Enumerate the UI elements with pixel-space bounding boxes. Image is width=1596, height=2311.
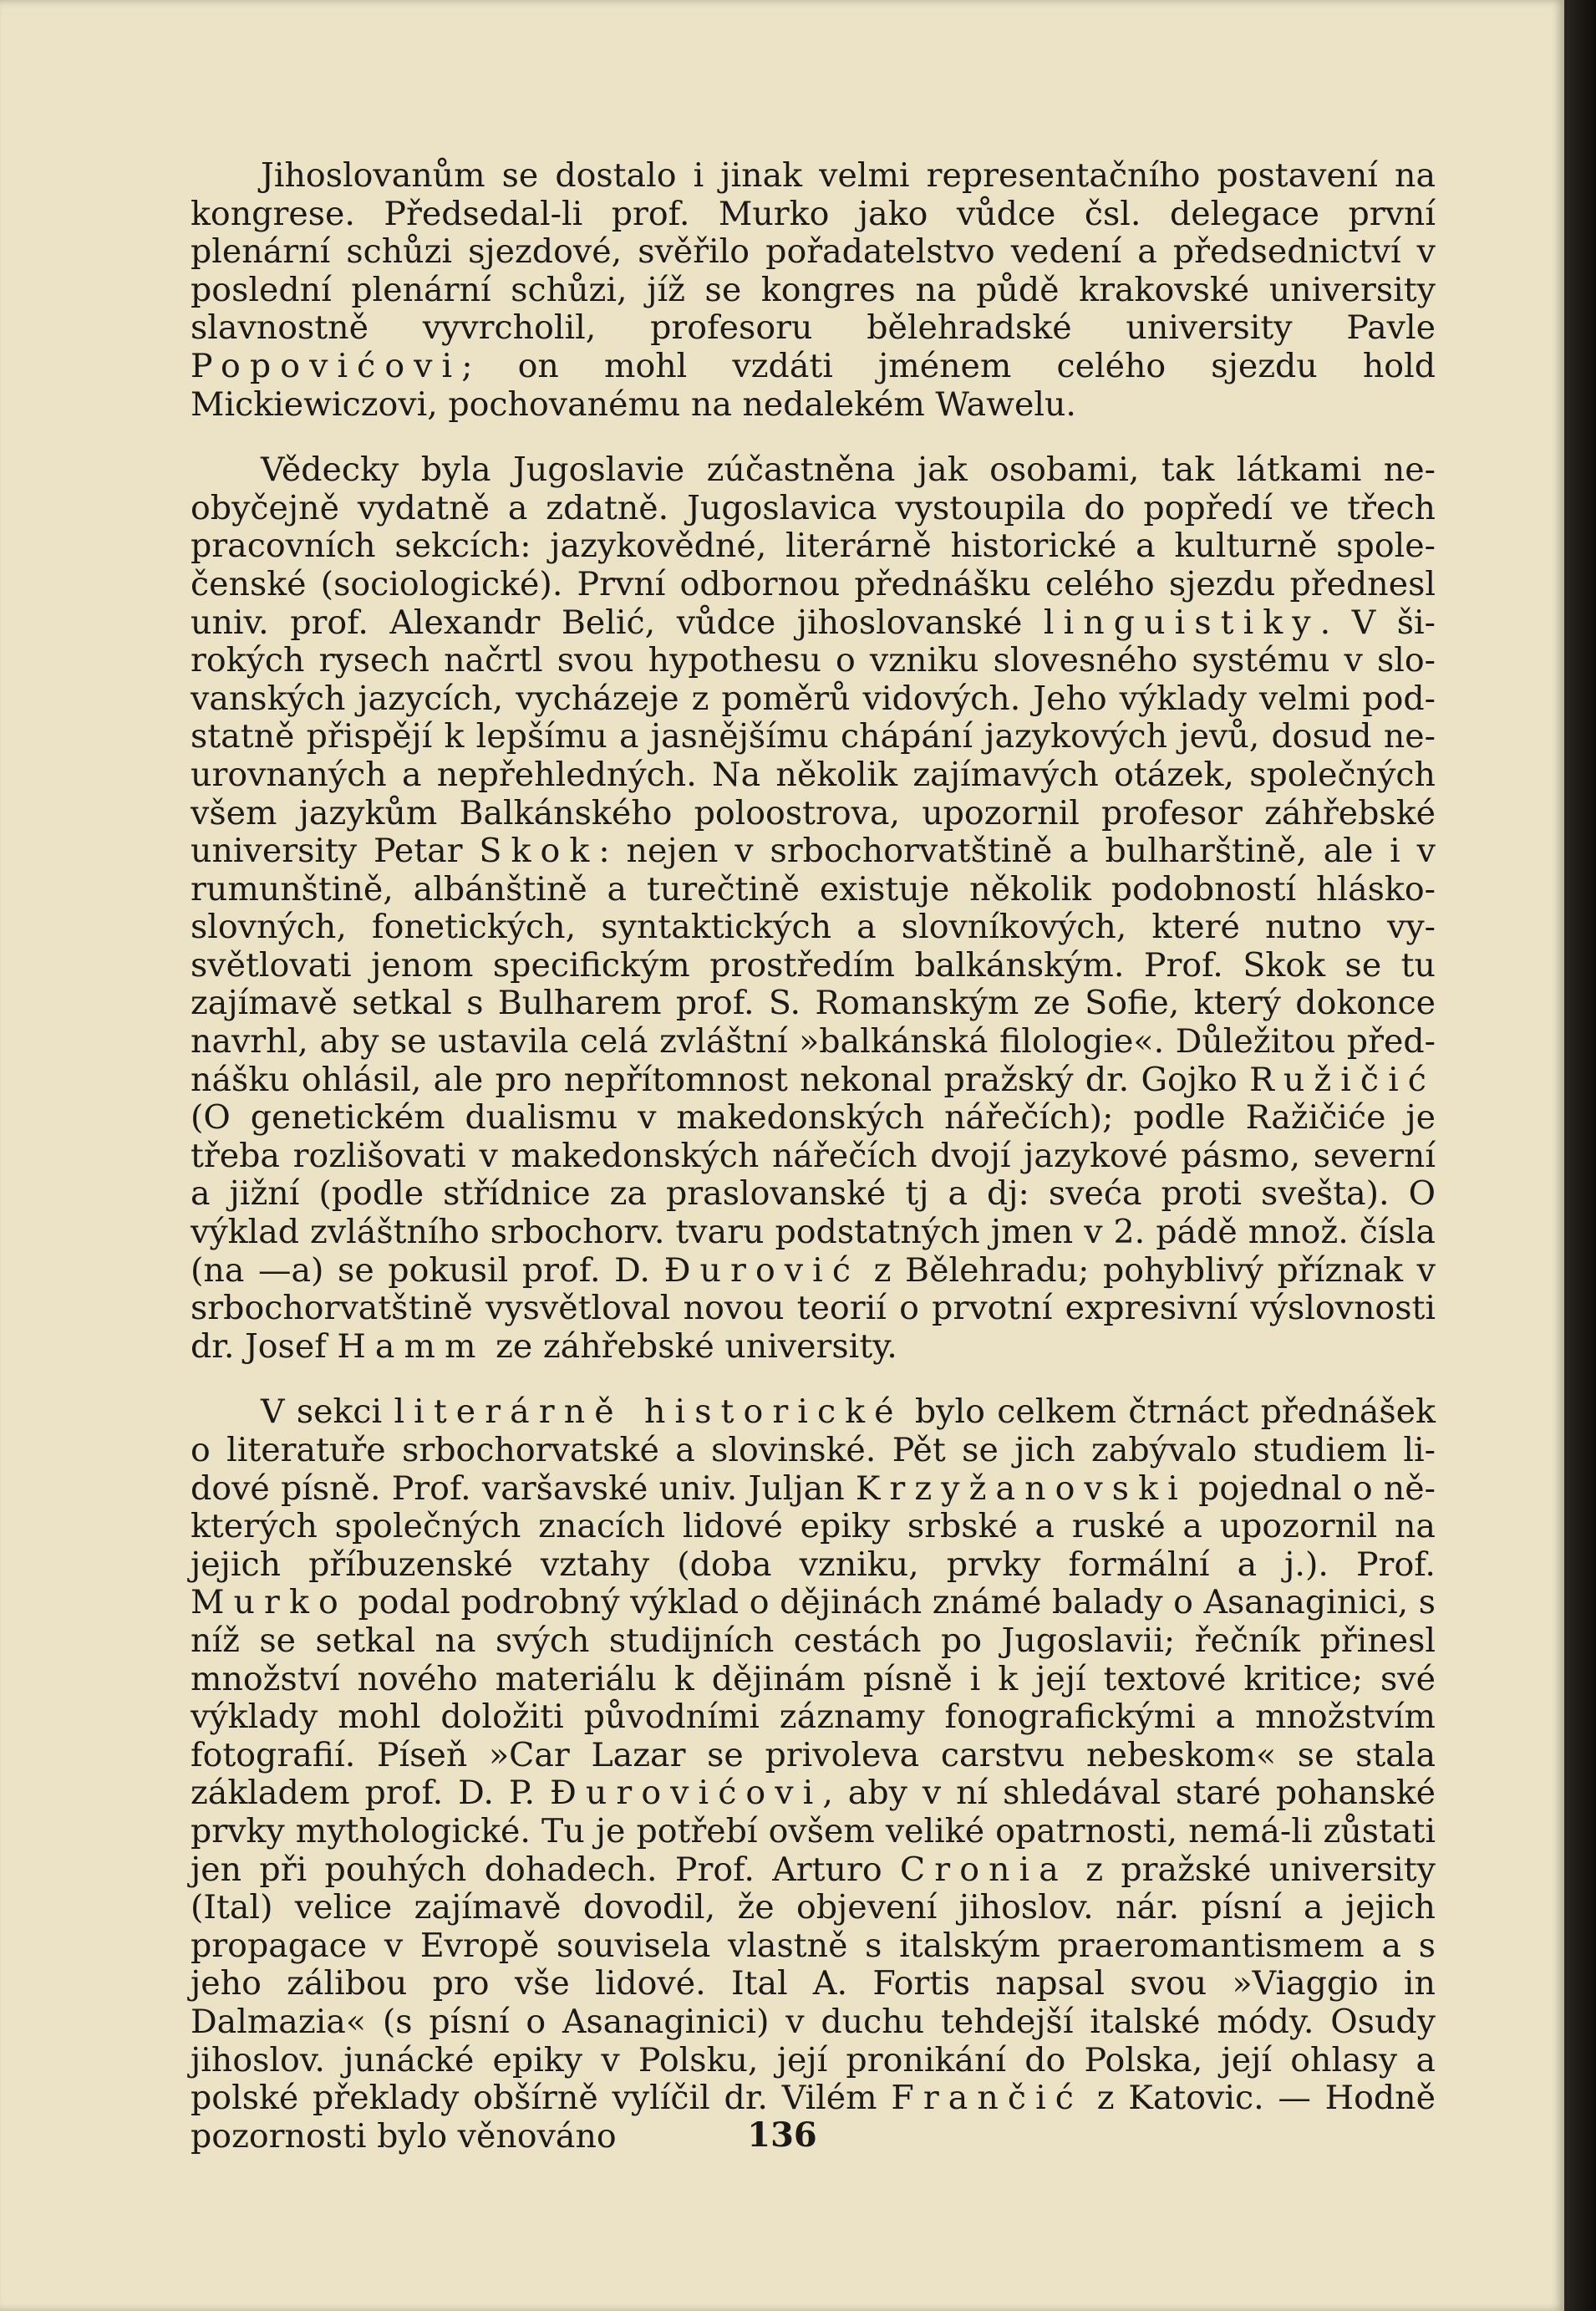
- spaced-emphasis: Krzyžanovski: [855, 1469, 1187, 1508]
- spaced-emphasis: Ðurovićovi: [549, 1774, 823, 1813]
- text-run: (O genetickém dualismu v makedonských nářečích); podle Ražičiće je třeba rozlišovati v makedonských nářečích dvojí jazykové pásmo, severní a jižní (podle střídnice za praslovanské tj a dj: sveća proti svešta). O výklad zvláštního srbochorv. tvaru podstatných jmen v 2. pádě množ. čísla (na —a) se pokusil prof. D.: [191, 1098, 1436, 1290]
- spaced-emphasis: linguistiky: [1043, 603, 1320, 642]
- text-run: , aby v ní shledával staré pohanské prvky mythologické. Tu je potřebí ovšem veliké opatrnosti, nemá-li zůstati jen při pouhých dohadech. Prof. Arturo: [191, 1774, 1436, 1889]
- scan-edge-shadow: [1564, 0, 1596, 2311]
- paragraph: [191, 451, 1436, 1366]
- spaced-emphasis: Ružičić: [1249, 1060, 1436, 1099]
- text-run: ze záhřebské university.: [485, 1326, 897, 1366]
- spaced-emphasis: Popovićovi: [191, 346, 462, 385]
- text-run: pojednal o některých společných znacích lidové epiky srbské a ruské a upozornil na jejich příbuzenské vztahy (doba vzniku, prvky formální a j.). Prof.: [191, 1469, 1436, 1584]
- text-run: bylo celkem čtrnáct přednášek o literatuře srbochorvatské a slovinské. Pět se jich zabývalo studiem lidové písně. Prof. varšavské univ. Juljan: [191, 1392, 1436, 1508]
- page-number: 136: [747, 2115, 817, 2155]
- body-text: [191, 157, 1436, 2156]
- text-run: Jihoslovanům se dostalo i jinak velmi representačního postavení na kongrese. Předsedal-li prof. Murko jako vůdce čsl. delegace první plenární schůzi sjezdové, svěřilo pořadatelstvo vedení a předsednictví v poslední plenární schůzi, jíž se kongres na půdě krakovské university slavnostně vyvrcholil, profesoru bělehradské university Pavle: [191, 156, 1436, 348]
- paragraph: [191, 1393, 1436, 2156]
- spaced-emphasis: literárně historické: [394, 1392, 903, 1432]
- text-run: podal podrobný výklad o dějinách známé balady o Asanaginici, s níž se setkal na svých studijních cestách po Jugoslavii; řečník přinesl množství nového materiálu k dějinám písně i k její textové kritice; své výklady mohl doložiti původními záznamy fonografickými a množstvím fotografií. Píseň »Car Lazar se privoleva carstvu nebeskom« se stala základem prof. D. P.: [191, 1583, 1436, 1813]
- text-run: z Katovic. — Hodně pozornosti bylo věnováno: [191, 2079, 1436, 2156]
- spaced-emphasis: Skok: [479, 832, 599, 871]
- text-run: z Bělehradu; pohyblivý příznak v srbochorvatštině vysvětloval novou teorií o prvotní expresivní výslovnosti dr. Josef: [191, 1250, 1436, 1366]
- text-run: ; on mohl vzdáti jménem celého sjezdu hold Mickiewiczovi, pochovanému na nedalekém Wawelu.: [191, 346, 1436, 424]
- text-run: Vědecky byla Jugoslavie zúčastněna jak osobami, tak látkami neobyčejně vydatně a zdatně. Jugoslavica vystoupila do popředí ve třech pracovních sekcích: jazykovědné, literárně historické a kulturně společenské (sociologické). První odbornou přednášku celého sjezdu přednesl univ. prof. Alexandr Belić, vůdce jihoslovanské: [191, 450, 1436, 642]
- text-run: : nejen v srbochorvatštině a bulharštině, ale i v rumunštině, albánštině a turečtině existuje několik podobností hláskoslovných, fonetických, syntaktických a slovníkových, které nutno vysvětlovati jenom specifickým prostředím balkánským. Prof. Skok se tu zajímavě setkal s Bulharem prof. S. Romanským ze Sofie, který dokonce navrhl, aby se ustavila celá zvláštní »balkánská filologie«. Důležitou přednášku ohlásil, ale pro nepřítomnost nekonal pražský dr. Gojko: [191, 832, 1436, 1099]
- spaced-emphasis: Hamm: [337, 1326, 485, 1366]
- spaced-emphasis: Cronia: [899, 1850, 1068, 1889]
- spaced-emphasis: Frančić: [891, 2079, 1083, 2118]
- spaced-emphasis: Murko: [191, 1583, 348, 1622]
- text-run: V sekci: [261, 1392, 394, 1432]
- text-run: z pražské university (Ital) velice zajímavě dovodil, že objevení jihoslov. nár. písní a jejich propagace v Evropě souvisela vlastně s italským praeromantismem a s jeho zálibou pro vše lidové. Ital A. Fortis napsal svou »Viaggio in Dalmazia« (s písní o Asanaginici) v duchu tehdejší italské módy. Osudy jihoslov. junácké epiky v Polsku, její pronikání do Polska, její ohlasy a polské překlady obšírně vylíčil dr. Vilém: [191, 1850, 1436, 2118]
- spaced-emphasis: Ðurović: [663, 1250, 861, 1290]
- text-run: . V širokých rysech načrtl svou hypothesu o vzniku slovesného systému v slovanských jazycích, vycházeje z poměrů vidových. Jeho výklady velmi podstatně přispějí k lepšímu a jasnějšímu chápání jazykových jevů, dosud neurovnaných a nepřehledných. Na několik zajímavých otázek, společných všem jazykům Balkánského poloostrova, upozornil profesor záhřebské university Petar: [191, 603, 1436, 871]
- paragraph: [191, 157, 1436, 424]
